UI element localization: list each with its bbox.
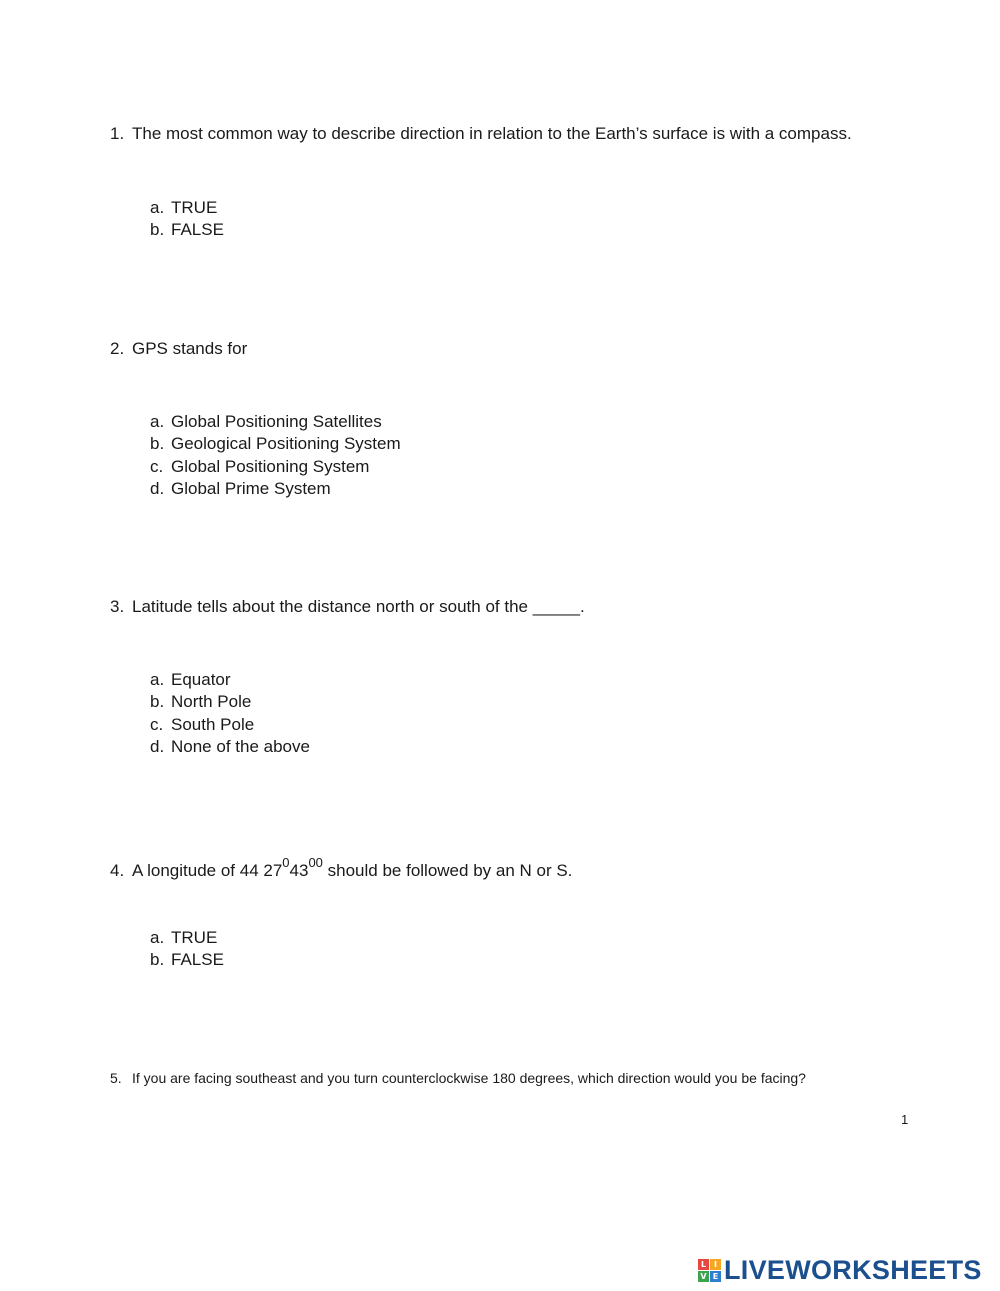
- liveworksheets-brand: [698, 1256, 982, 1284]
- question-4-option-a[interactable]: a. TRUE: [150, 928, 218, 947]
- question-4-seconds-superscript: 00: [308, 855, 323, 870]
- question-4-number: 4.: [110, 861, 125, 880]
- question-5-text: If you are facing southeast and you turn counterclockwise 180 degrees, which direction would you be facing?: [132, 1070, 806, 1086]
- question-2-option-b[interactable]: b. Geological Positioning System: [150, 434, 401, 454]
- liveworksheets-wordmark: LIVEWORKSHEETS: [724, 1254, 982, 1285]
- question-4-option-b[interactable]: b. FALSE: [150, 950, 224, 970]
- question-3-text: Latitude tells about the distance north or south of the _____.: [132, 597, 585, 616]
- question-1-text: The most common way to describe direction in relation to the Earth’s surface is with a compass.: [132, 124, 852, 143]
- question-4-text-after: should be followed by an N or S.: [322, 861, 573, 880]
- question-2-option-a[interactable]: a. Global Positioning Satellites: [150, 412, 382, 431]
- question-3-option-b[interactable]: b. North Pole: [150, 692, 252, 712]
- question-1: [110, 123, 852, 145]
- question-1-options: [150, 197, 224, 242]
- question-2-options: [150, 411, 401, 500]
- question-3-number: 3.: [110, 597, 125, 616]
- question-3-option-d[interactable]: d. None of the above: [150, 736, 310, 756]
- liveworksheets-logo-icon: L I V E: [698, 1259, 721, 1282]
- question-1-option-b[interactable]: b. FALSE: [150, 220, 224, 240]
- question-4-options: [150, 927, 224, 972]
- question-3: [110, 596, 585, 618]
- page-number: 1: [901, 1112, 909, 1127]
- question-4-text-mid: 43: [289, 861, 309, 880]
- question-3-option-a[interactable]: a. Equator: [150, 670, 231, 689]
- question-3-option-c[interactable]: c. South Pole: [150, 714, 255, 734]
- question-4: [110, 855, 573, 882]
- question-2-text: GPS stands for: [132, 339, 248, 358]
- question-1-option-a[interactable]: a. TRUE: [150, 198, 218, 217]
- question-1-number: 1.: [110, 124, 125, 143]
- question-4-degree-superscript: 0: [282, 855, 290, 870]
- question-2-number: 2.: [110, 339, 125, 358]
- question-2-option-d[interactable]: d. Global Prime System: [150, 478, 331, 498]
- question-5-number: 5.: [110, 1070, 122, 1086]
- question-3-options: [150, 669, 310, 758]
- question-2: [110, 338, 247, 360]
- question-2-option-c[interactable]: c. Global Positioning System: [150, 456, 370, 476]
- question-4-text-before: A longitude of 44 27: [132, 861, 283, 880]
- question-5: [110, 1067, 806, 1089]
